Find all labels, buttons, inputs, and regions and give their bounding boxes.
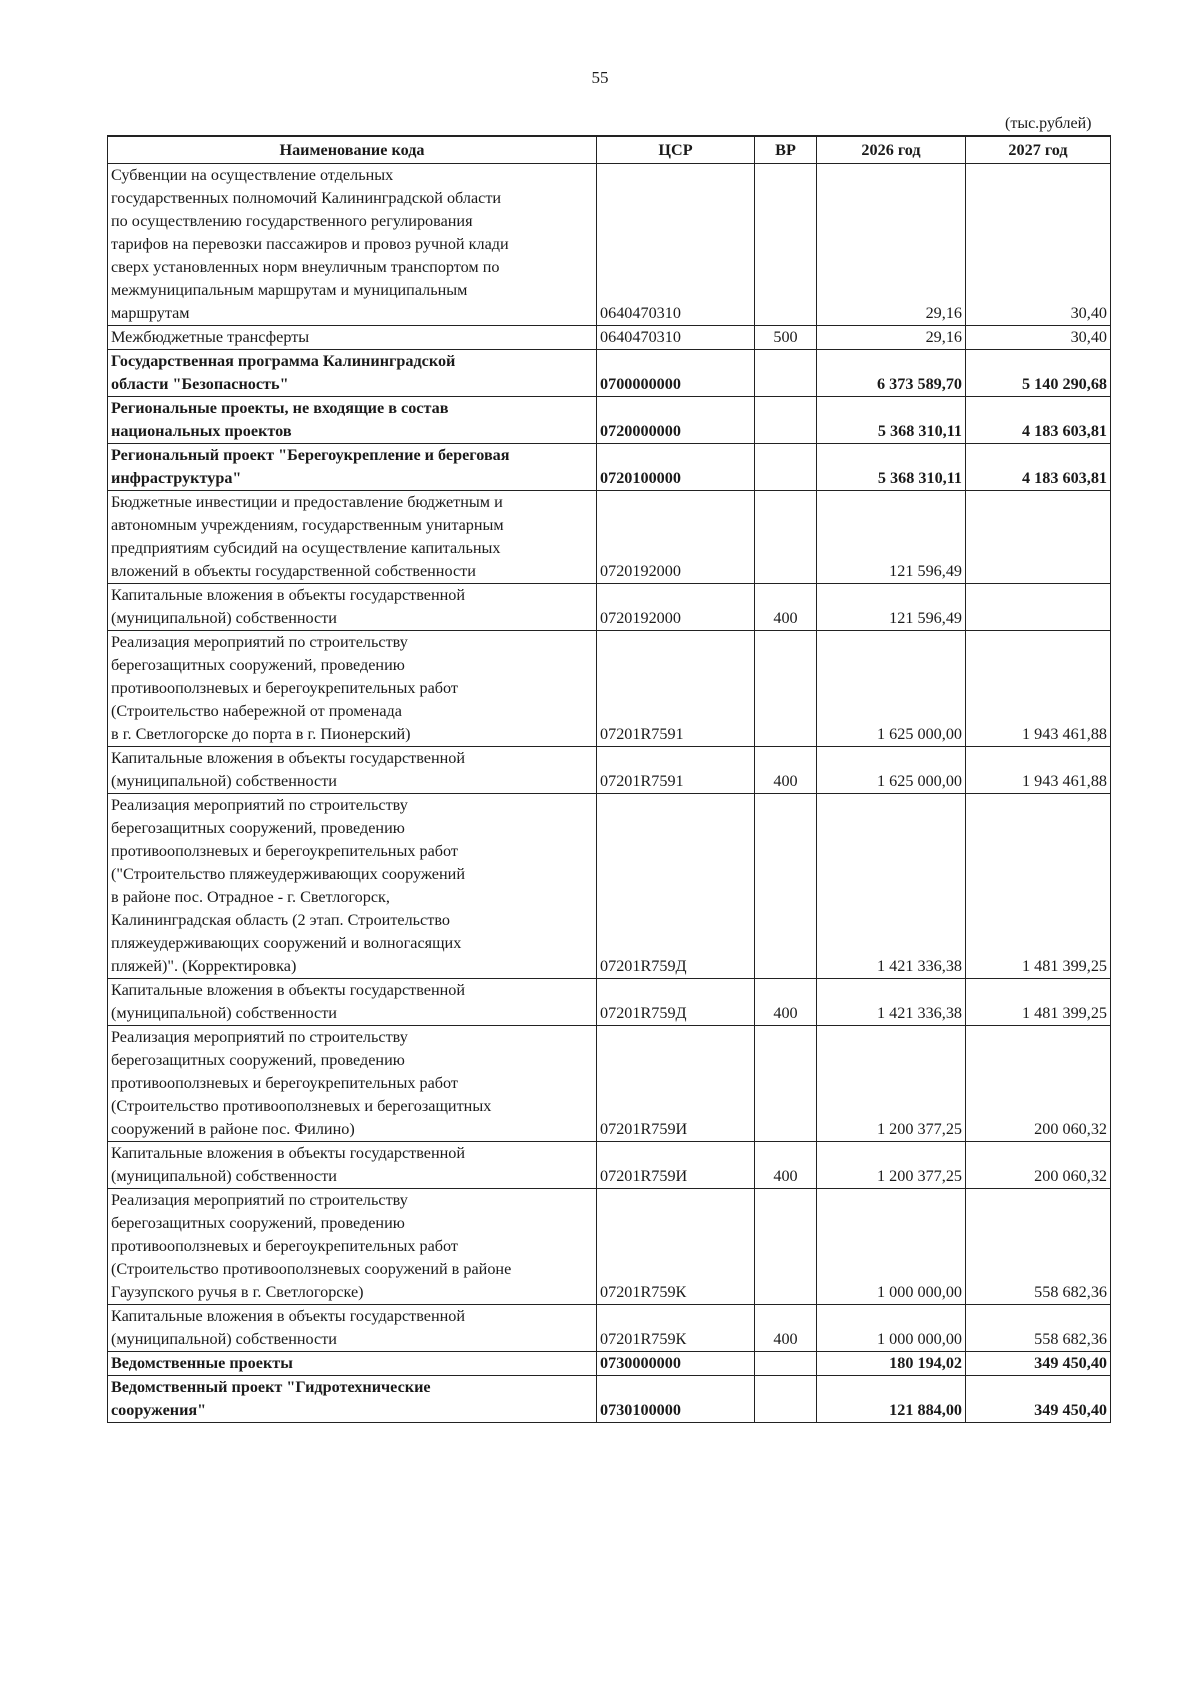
row-name: Субвенции на осуществление отдельных государственных полномочий Калининградской области по осуществлению государственного регулирования тарифов на перевозки пассажиров и провоз ручной клади сверх установленных норм внеуличным транспортом по межмуниципальным маршрутам и муниципальным маршрутам	[108, 164, 597, 326]
row-csr: 0720192000	[597, 491, 755, 584]
row-vr	[755, 794, 817, 979]
row-vr	[755, 397, 817, 444]
row-vr	[755, 350, 817, 397]
table-header-row	[108, 136, 1111, 164]
table-row	[108, 1376, 1111, 1423]
row-csr: 07201R759К	[597, 1189, 755, 1305]
row-2027: 5 140 290,68	[966, 350, 1111, 397]
row-2026: 5 368 310,11	[817, 444, 966, 491]
row-csr: 07201R7591	[597, 747, 755, 794]
row-2026: 29,16	[817, 164, 966, 326]
row-name: Капитальные вложения в объекты государственной (муниципальной) собственности	[108, 979, 597, 1026]
row-2026: 121 596,49	[817, 584, 966, 631]
row-2026: 1 625 000,00	[817, 747, 966, 794]
row-vr	[755, 1189, 817, 1305]
row-2026: 121 884,00	[817, 1376, 966, 1423]
units-label: (тыс.рублей)	[1005, 115, 1092, 132]
row-csr: 0720100000	[597, 444, 755, 491]
row-2027: 558 682,36	[966, 1189, 1111, 1305]
header-2026: 2026 год	[817, 136, 966, 164]
row-2026: 1 625 000,00	[817, 631, 966, 747]
row-2027: 200 060,32	[966, 1026, 1111, 1142]
row-csr: 0720000000	[597, 397, 755, 444]
table-row	[108, 631, 1111, 747]
row-name: Региональные проекты, не входящие в состав национальных проектов	[108, 397, 597, 444]
row-2027: 4 183 603,81	[966, 444, 1111, 491]
row-name: Государственная программа Калининградской области "Безопасность"	[108, 350, 597, 397]
row-vr: 400	[755, 979, 817, 1026]
row-2026: 121 596,49	[817, 491, 966, 584]
row-vr	[755, 1026, 817, 1142]
row-vr: 400	[755, 747, 817, 794]
row-csr: 07201R759К	[597, 1305, 755, 1352]
row-2026: 1 000 000,00	[817, 1189, 966, 1305]
row-name: Капитальные вложения в объекты государственной (муниципальной) собственности	[108, 1305, 597, 1352]
row-csr: 0730000000	[597, 1352, 755, 1376]
row-vr	[755, 1376, 817, 1423]
row-vr: 400	[755, 1142, 817, 1189]
row-2027: 4 183 603,81	[966, 397, 1111, 444]
row-csr: 0640470310	[597, 326, 755, 350]
row-2027: 1 481 399,25	[966, 979, 1111, 1026]
row-csr: 07201R759Д	[597, 794, 755, 979]
row-csr: 07201R759Д	[597, 979, 755, 1026]
row-vr	[755, 444, 817, 491]
table-row	[108, 164, 1111, 326]
header-2027: 2027 год	[966, 136, 1111, 164]
header-name: Наименование кода	[108, 136, 597, 164]
table-row	[108, 444, 1111, 491]
table-row	[108, 491, 1111, 584]
row-csr: 0730100000	[597, 1376, 755, 1423]
budget-table	[107, 135, 1111, 1423]
table-row	[108, 584, 1111, 631]
row-2027: 1 943 461,88	[966, 631, 1111, 747]
row-2026: 1 421 336,38	[817, 794, 966, 979]
row-2026: 1 000 000,00	[817, 1305, 966, 1352]
row-2027	[966, 584, 1111, 631]
row-2027: 1 481 399,25	[966, 794, 1111, 979]
row-name: Реализация мероприятий по строительству берегозащитных сооружений, проведению противооползневых и берегоукрепительных работ (Строительство набережной от променада в г. Светлогорске до порта в г. Пионерский)	[108, 631, 597, 747]
row-vr	[755, 631, 817, 747]
table-row	[108, 1026, 1111, 1142]
row-2027: 558 682,36	[966, 1305, 1111, 1352]
row-vr: 400	[755, 1305, 817, 1352]
row-name: Региональный проект "Берегоукрепление и береговая инфраструктура"	[108, 444, 597, 491]
row-2026: 5 368 310,11	[817, 397, 966, 444]
row-vr	[755, 1352, 817, 1376]
table-row	[108, 979, 1111, 1026]
row-name: Капитальные вложения в объекты государственной (муниципальной) собственности	[108, 584, 597, 631]
row-vr	[755, 491, 817, 584]
page-number: 55	[591, 68, 609, 87]
row-name: Реализация мероприятий по строительству берегозащитных сооружений, проведению противооползневых и берегоукрепительных работ ("Строительство пляжеудерживающих сооружений в районе пос. Отрадное - г. Светлогорск, Калининградская область (2 этап. Строительство пляжеудерживающих сооружений и волногасящих пляжей)". (Корректировка)	[108, 794, 597, 979]
table-row	[108, 326, 1111, 350]
row-2026: 29,16	[817, 326, 966, 350]
row-csr: 07201R7591	[597, 631, 755, 747]
row-vr	[755, 164, 817, 326]
row-name: Капитальные вложения в объекты государственной (муниципальной) собственности	[108, 747, 597, 794]
row-name: Реализация мероприятий по строительству берегозащитных сооружений, проведению противооползневых и берегоукрепительных работ (Строительство противооползневых и берегозащитных сооружений в районе пос. Филино)	[108, 1026, 597, 1142]
row-vr: 500	[755, 326, 817, 350]
row-csr: 0720192000	[597, 584, 755, 631]
row-name: Межбюджетные трансферты	[108, 326, 597, 350]
table-row	[108, 1352, 1111, 1376]
row-2026: 6 373 589,70	[817, 350, 966, 397]
header-vr: ВР	[755, 136, 817, 164]
row-2027: 30,40	[966, 164, 1111, 326]
row-2026: 1 200 377,25	[817, 1142, 966, 1189]
row-name: Ведомственные проекты	[108, 1352, 597, 1376]
table-row	[108, 1142, 1111, 1189]
table-row	[108, 747, 1111, 794]
row-name: Капитальные вложения в объекты государственной (муниципальной) собственности	[108, 1142, 597, 1189]
row-vr: 400	[755, 584, 817, 631]
row-name: Бюджетные инвестиции и предоставление бюджетным и автономным учреждениям, государственным унитарным предприятиям субсидий на осуществление капитальных вложений в объекты государственной собственности	[108, 491, 597, 584]
row-csr: 07201R759И	[597, 1142, 755, 1189]
table-row	[108, 794, 1111, 979]
row-csr: 07201R759И	[597, 1026, 755, 1142]
row-csr: 0700000000	[597, 350, 755, 397]
row-name: Ведомственный проект "Гидротехнические сооружения"	[108, 1376, 597, 1423]
row-2026: 1 421 336,38	[817, 979, 966, 1026]
row-2027: 349 450,40	[966, 1376, 1111, 1423]
row-csr: 0640470310	[597, 164, 755, 326]
table-row	[108, 1189, 1111, 1305]
row-2026: 1 200 377,25	[817, 1026, 966, 1142]
row-2027: 1 943 461,88	[966, 747, 1111, 794]
row-2027	[966, 491, 1111, 584]
row-2027: 349 450,40	[966, 1352, 1111, 1376]
header-csr: ЦСР	[597, 136, 755, 164]
row-2027: 200 060,32	[966, 1142, 1111, 1189]
row-name: Реализация мероприятий по строительству берегозащитных сооружений, проведению противооползневых и берегоукрепительных работ (Строительство противооползневых сооружений в районе Гаузупского ручья в г. Светлогорске)	[108, 1189, 597, 1305]
row-2026: 180 194,02	[817, 1352, 966, 1376]
row-2027: 30,40	[966, 326, 1111, 350]
table-row	[108, 1305, 1111, 1352]
table-row	[108, 397, 1111, 444]
table-row	[108, 350, 1111, 397]
